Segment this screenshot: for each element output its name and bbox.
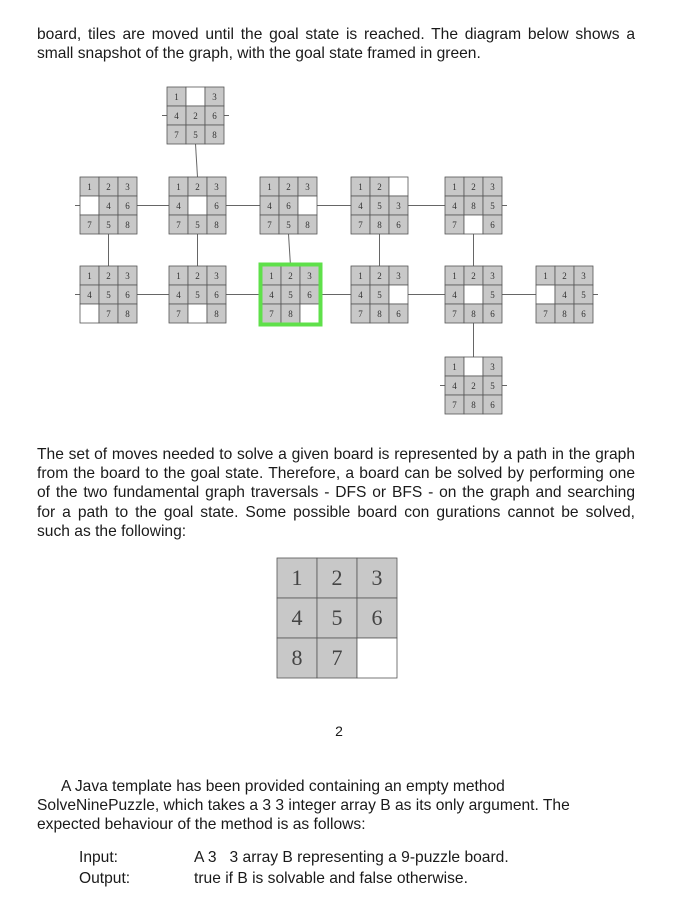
tile-number: 3	[214, 270, 219, 281]
puzzle-board	[169, 177, 226, 234]
tile-number: 4	[562, 289, 567, 300]
tile-number: 7	[269, 308, 274, 319]
tile-number: 8	[214, 308, 219, 319]
tile-number: 4	[452, 289, 457, 300]
tile-number: 5	[286, 219, 291, 230]
tile-number: 2	[106, 181, 111, 192]
java-template-paragraph	[37, 777, 647, 834]
tile-number: 3	[305, 181, 310, 192]
tile-number: 2	[193, 110, 198, 121]
tile-number: 7	[452, 219, 457, 230]
tile-number: 3	[396, 270, 401, 281]
tile-number: 2	[471, 380, 476, 391]
tile-number: 5	[490, 200, 495, 211]
tile-number: 3	[581, 270, 586, 281]
puzzle-board	[445, 266, 502, 323]
tile-number: 5	[106, 219, 111, 230]
tile-number: 7	[452, 399, 457, 410]
tile-number: 7	[106, 308, 111, 319]
output-description: true if B is solvable and false otherwise.	[194, 870, 468, 887]
tile-number: 1	[267, 181, 272, 192]
tile-number: 2	[471, 181, 476, 192]
tile-number: 5	[195, 219, 200, 230]
tile-number: 6	[490, 219, 495, 230]
puzzle-board	[80, 177, 137, 234]
tile-number: 7	[543, 308, 548, 319]
tile-number: 5	[490, 289, 495, 300]
tile-number: 2	[471, 270, 476, 281]
tile-number: 5	[288, 289, 293, 300]
graph-edge	[196, 144, 198, 177]
tile-number: 7	[358, 308, 363, 319]
tile-number: 4	[267, 200, 272, 211]
tile-number: 5	[490, 380, 495, 391]
goal-board	[261, 265, 321, 325]
tile-number: 2	[377, 181, 382, 192]
blank-tile	[80, 304, 99, 323]
tile-number: 7	[267, 219, 272, 230]
tile-number: 3	[307, 270, 312, 281]
tile-number: 6	[286, 200, 291, 211]
tile-number: 4	[176, 200, 181, 211]
tile-number: 8	[288, 308, 293, 319]
puzzle-board	[351, 266, 408, 323]
blank-tile	[188, 304, 207, 323]
puzzle-board	[536, 266, 593, 323]
tile-number: 8	[125, 219, 130, 230]
tile-number: 1	[452, 270, 457, 281]
tile-number: 7	[358, 219, 363, 230]
state-graph	[0, 80, 678, 425]
tile-number: 4	[452, 200, 457, 211]
tile-number: 6	[396, 308, 401, 319]
blank-tile	[188, 196, 207, 215]
tile-number: 3	[371, 565, 383, 591]
tile-number: 7	[176, 219, 181, 230]
tile-number: 5	[377, 200, 382, 211]
puzzle-board	[277, 558, 397, 678]
tile-number: 1	[452, 361, 457, 372]
tile-number: 5	[106, 289, 111, 300]
tile-number: 1	[452, 181, 457, 192]
tile-number: 3	[396, 200, 401, 211]
tile-number: 7	[331, 645, 343, 671]
tile-number: 1	[291, 565, 303, 591]
tile-number: 6	[307, 289, 312, 300]
tile-number: 4	[106, 200, 111, 211]
tile-number: 7	[87, 219, 92, 230]
tile-number: 2	[562, 270, 567, 281]
tile-number: 5	[331, 605, 343, 631]
tile-number: 8	[214, 219, 219, 230]
puzzle-board	[445, 177, 502, 234]
tile-number: 6	[396, 219, 401, 230]
tile-number: 3	[490, 361, 495, 372]
tile-number: 8	[291, 645, 303, 671]
blank-tile	[357, 638, 397, 678]
tile-number: 4	[269, 289, 274, 300]
intro-paragraph: board, tiles are moved until the goal state is reached. The diagram below shows a small snapshot of the graph, with the goal state framed in green.	[37, 26, 635, 63]
tile-number: 6	[125, 289, 130, 300]
tile-number: 3	[125, 270, 130, 281]
tile-number: 2	[377, 270, 382, 281]
tile-number: 7	[174, 129, 179, 140]
graph-boards	[80, 87, 593, 414]
tile-number: 8	[305, 219, 310, 230]
output-label: Output:	[79, 870, 131, 887]
tile-number: 5	[195, 289, 200, 300]
blank-tile	[298, 196, 317, 215]
puzzle-board	[351, 177, 408, 234]
tile-number: 1	[176, 181, 181, 192]
unsolvable-board	[276, 557, 398, 679]
tile-number: 8	[471, 308, 476, 319]
graph-edge	[289, 234, 291, 266]
tile-number: 8	[471, 399, 476, 410]
tile-number: 8	[212, 129, 217, 140]
tile-number: 5	[193, 129, 198, 140]
input-label: Input:	[79, 849, 119, 866]
blank-tile	[389, 177, 408, 196]
tile-number: 4	[174, 110, 179, 121]
puzzle-board	[445, 357, 502, 414]
tile-number: 7	[452, 308, 457, 319]
tile-number: 1	[543, 270, 548, 281]
blank-tile	[536, 285, 555, 304]
tile-number: 4	[87, 289, 92, 300]
graph-edges	[75, 116, 598, 386]
tile-number: 2	[106, 270, 111, 281]
tile-number: 2	[195, 181, 200, 192]
tile-number: 3	[214, 181, 219, 192]
tile-number: 4	[291, 605, 303, 631]
tile-number: 1	[269, 270, 274, 281]
tile-number: 4	[358, 289, 363, 300]
tile-number: 8	[125, 308, 130, 319]
tile-number: 6	[490, 399, 495, 410]
tile-number: 5	[581, 289, 586, 300]
blank-tile	[300, 304, 319, 323]
page-number: 2	[335, 723, 343, 739]
tile-number: 3	[212, 91, 217, 102]
tile-number: 1	[87, 181, 92, 192]
blank-tile	[186, 87, 205, 106]
java-line-3: expected behaviour of the method is as follows:	[37, 816, 366, 833]
tile-number: 6	[212, 110, 217, 121]
blank-tile	[464, 285, 483, 304]
tile-number: 2	[286, 181, 291, 192]
tile-number: 2	[195, 270, 200, 281]
tile-number: 1	[87, 270, 92, 281]
tile-number: 1	[358, 270, 363, 281]
blank-tile	[464, 215, 483, 234]
puzzle-board	[80, 266, 137, 323]
tile-number: 3	[490, 270, 495, 281]
puzzle-board	[167, 87, 224, 144]
tile-number: 8	[377, 219, 382, 230]
blank-tile	[80, 196, 99, 215]
tile-number: 6	[125, 200, 130, 211]
blank-tile	[389, 285, 408, 304]
tile-number: 4	[452, 380, 457, 391]
puzzle-board	[260, 177, 317, 234]
puzzle-board	[169, 266, 226, 323]
tile-number: 8	[562, 308, 567, 319]
traversal-paragraph: The set of moves needed to solve a given board is represented by a path in the graph from the board to the goal state. Therefore, a board can be solved by performing one of the two fundamental graph traversals - DFS or BFS - on the graph and searching for a path to the goal state. Some possible board con gurations cannot be solved, such as the following:	[37, 446, 635, 540]
tile-number: 1	[174, 91, 179, 102]
tile-number: 6	[214, 200, 219, 211]
tile-number: 1	[358, 181, 363, 192]
input-description: A 3 3 array B representing a 9-puzzle board.	[194, 849, 509, 866]
java-line-1: A Java template has been provided containing an empty method	[61, 778, 505, 795]
tile-number: 6	[371, 605, 383, 631]
tile-number: 6	[581, 308, 586, 319]
tile-number: 4	[358, 200, 363, 211]
tile-number: 7	[176, 308, 181, 319]
tile-number: 6	[490, 308, 495, 319]
tile-number: 2	[288, 270, 293, 281]
tile-number: 3	[125, 181, 130, 192]
tile-number: 8	[377, 308, 382, 319]
tile-number: 4	[176, 289, 181, 300]
tile-number: 2	[331, 565, 343, 591]
java-line-2: SolveNinePuzzle, which takes a 3 3 integer array B as its only argument. The	[37, 797, 570, 814]
tile-number: 3	[490, 181, 495, 192]
tile-number: 6	[214, 289, 219, 300]
tile-number: 1	[176, 270, 181, 281]
blank-tile	[464, 357, 483, 376]
tile-number: 8	[471, 200, 476, 211]
tile-number: 5	[377, 289, 382, 300]
